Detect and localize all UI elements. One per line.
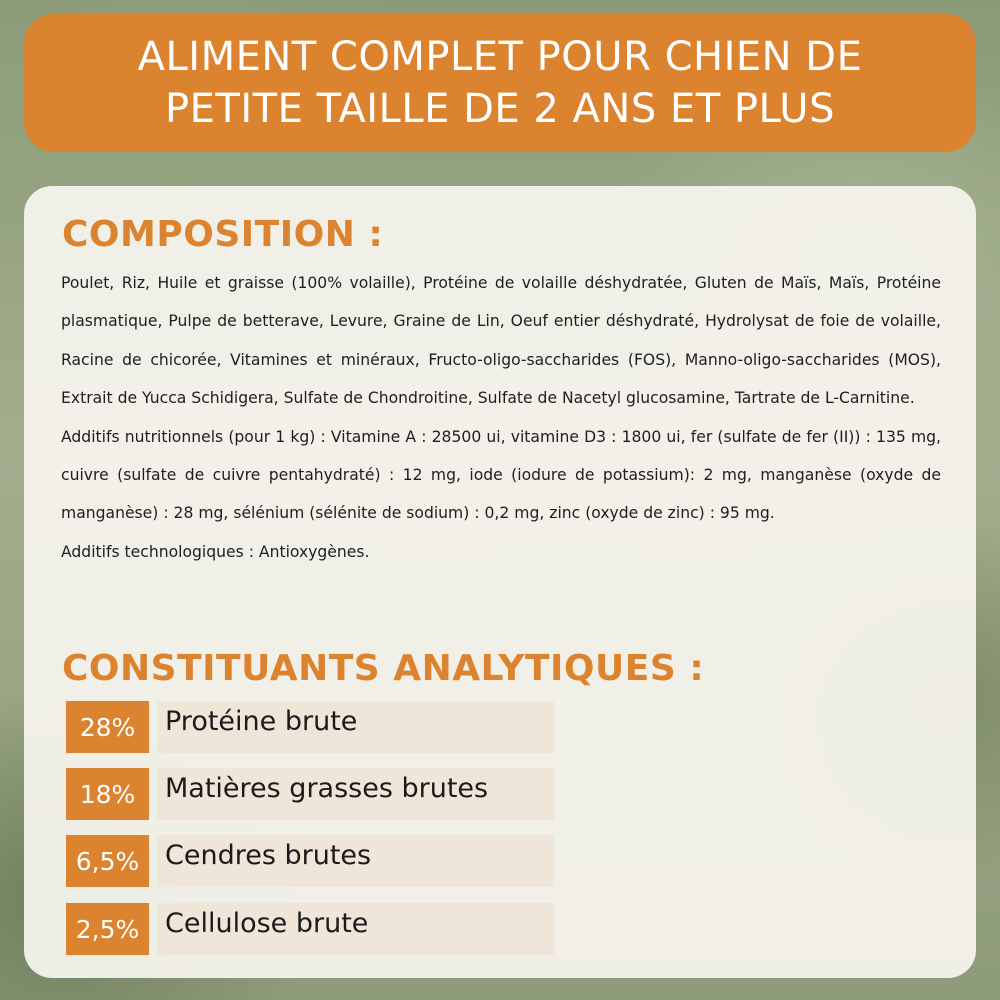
constituent-value: 6,5% <box>66 835 149 887</box>
composition-heading: COMPOSITION : <box>62 214 384 255</box>
constituents-heading: CONSTITUANTS ANALYTIQUES : <box>62 648 705 689</box>
title-line-1: ALIMENT COMPLET POUR CHIEN DE <box>137 34 863 80</box>
info-panel <box>24 186 976 978</box>
constituent-row <box>66 835 556 887</box>
constituent-value: 18% <box>66 768 149 820</box>
technological-additives-paragraph: Additifs technologiques : Antioxygènes. <box>61 542 370 561</box>
constituent-label: Protéine brute <box>157 701 554 753</box>
nutritional-additives-paragraph: Additifs nutritionnels (pour 1 kg) : Vitamine A : 28500 ui, vitamine D3 : 1800 ui, fer (sulfate de fer (II)) : 135 mg, cuivre (sulfate de cuivre pentahydraté) : 12 mg, iode (iodure de potassium): 2 mg, manganèse (oxyde de manganèse) : 28 mg, sélénium (sélénite de sodium) : 0,2 mg, zinc (oxyde de zinc) : 95 mg. <box>61 427 941 523</box>
constituent-label: Cellulose brute <box>157 903 554 955</box>
title-line-2: PETITE TAILLE DE 2 ANS ET PLUS <box>165 86 835 132</box>
constituent-label: Matières grasses brutes <box>157 768 554 820</box>
constituent-label: Cendres brutes <box>157 835 554 887</box>
title-banner <box>24 14 976 152</box>
constituent-value: 2,5% <box>66 903 149 955</box>
composition-text <box>61 264 941 571</box>
constituent-row <box>66 768 556 820</box>
ingredients-paragraph: Poulet, Riz, Huile et graisse (100% volaille), Protéine de volaille déshydratée, Gluten de Maïs, Maïs, Protéine plasmatique, Pulpe de betterave, Levure, Graine de Lin, Oeuf entier déshydraté, Hydrolysat de foie de volaille, Racine de chicorée, Vitamines et minéraux, Fructo-oligo-saccharides (FOS), Manno-oligo-saccharides (MOS), Extrait de Yucca Schidigera, Sulfate de Chondroitine, Sulfate de Nacetyl glucosamine, Tartrate de L-Carnitine. <box>61 274 941 408</box>
constituent-value: 28% <box>66 701 149 753</box>
constituent-row <box>66 701 556 753</box>
constituent-row <box>66 903 556 955</box>
